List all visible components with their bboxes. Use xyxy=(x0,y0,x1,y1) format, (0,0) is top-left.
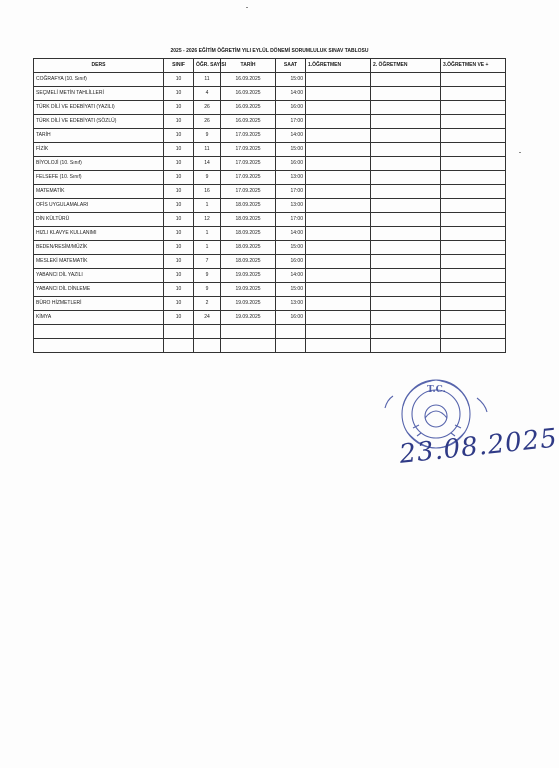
cell-ogretmen-2 xyxy=(371,255,441,269)
cell-tarih: 17.09.2025 xyxy=(221,157,276,171)
cell-saat: 16:00 xyxy=(276,255,306,269)
cell-ogr-sayisi: 1 xyxy=(194,199,221,213)
empty-cell xyxy=(164,325,194,339)
cell-ogr-sayisi: 9 xyxy=(194,129,221,143)
cell-saat: 16:00 xyxy=(276,311,306,325)
cell-sinif: 10 xyxy=(164,311,194,325)
cell-saat: 15:00 xyxy=(276,73,306,87)
table-row xyxy=(34,297,506,311)
header-tarih: TARİH xyxy=(221,59,276,73)
empty-cell xyxy=(34,325,164,339)
cell-ders: MESLEKİ MATEMATİK xyxy=(34,255,164,269)
cell-ogretmen-3 xyxy=(441,157,506,171)
cell-saat: 16:00 xyxy=(276,157,306,171)
cell-tarih: 16.09.2025 xyxy=(221,101,276,115)
empty-cell xyxy=(34,339,164,353)
cell-ogr-sayisi: 7 xyxy=(194,255,221,269)
cell-ders: FELSEFE (10. Sınıf) xyxy=(34,171,164,185)
cell-ogr-sayisi: 24 xyxy=(194,311,221,325)
cell-tarih: 18.09.2025 xyxy=(221,255,276,269)
table-row xyxy=(34,213,506,227)
cell-ogretmen-2 xyxy=(371,129,441,143)
table-row xyxy=(34,227,506,241)
table-row xyxy=(34,199,506,213)
cell-ogretmen-1 xyxy=(306,129,371,143)
cell-ders: TÜRK DİLİ VE EDEBİYATI (SÖZLÜ) xyxy=(34,115,164,129)
header-row xyxy=(34,59,506,73)
cell-ogretmen-1 xyxy=(306,227,371,241)
cell-saat: 17:00 xyxy=(276,213,306,227)
cell-ders: FİZİK xyxy=(34,143,164,157)
cell-ogretmen-3 xyxy=(441,255,506,269)
cell-saat: 15:00 xyxy=(276,241,306,255)
cell-ogretmen-1 xyxy=(306,87,371,101)
empty-cell xyxy=(221,339,276,353)
cell-ogretmen-2 xyxy=(371,73,441,87)
cell-ogr-sayisi: 12 xyxy=(194,213,221,227)
cell-ogretmen-1 xyxy=(306,311,371,325)
cell-sinif: 10 xyxy=(164,87,194,101)
cell-saat: 13:00 xyxy=(276,297,306,311)
table-row xyxy=(34,157,506,171)
empty-cell xyxy=(221,325,276,339)
cell-ogr-sayisi: 4 xyxy=(194,87,221,101)
cell-ders: MATEMATİK xyxy=(34,185,164,199)
empty-cell xyxy=(441,325,506,339)
cell-ogretmen-1 xyxy=(306,143,371,157)
cell-saat: 14:00 xyxy=(276,269,306,283)
cell-ogretmen-3 xyxy=(441,101,506,115)
table-row xyxy=(34,101,506,115)
cell-sinif: 10 xyxy=(164,255,194,269)
cell-tarih: 18.09.2025 xyxy=(221,213,276,227)
cell-ogretmen-3 xyxy=(441,269,506,283)
cell-ders: DİN KÜLTÜRÜ xyxy=(34,213,164,227)
cell-sinif: 10 xyxy=(164,297,194,311)
cell-saat: 17:00 xyxy=(276,115,306,129)
cell-saat: 17:00 xyxy=(276,185,306,199)
empty-cell xyxy=(371,325,441,339)
cell-ogretmen-3 xyxy=(441,115,506,129)
cell-ders: BÜRO HİZMETLERİ xyxy=(34,297,164,311)
cell-ogretmen-2 xyxy=(371,227,441,241)
empty-cell xyxy=(441,339,506,353)
cell-ogretmen-1 xyxy=(306,213,371,227)
cell-tarih: 16.09.2025 xyxy=(221,73,276,87)
table-row xyxy=(34,171,506,185)
table-row xyxy=(34,115,506,129)
table-row xyxy=(34,129,506,143)
cell-ogretmen-1 xyxy=(306,269,371,283)
cell-ogretmen-3 xyxy=(441,227,506,241)
cell-ders: HIZLI KLAVYE KULLANIMI xyxy=(34,227,164,241)
cell-ogretmen-3 xyxy=(441,129,506,143)
cell-ders: COĞRAFYA (10. Sınıf) xyxy=(34,73,164,87)
cell-ders: OFİS UYGULAMALARI xyxy=(34,199,164,213)
scan-mark xyxy=(246,7,248,8)
cell-saat: 13:00 xyxy=(276,171,306,185)
cell-ogretmen-3 xyxy=(441,241,506,255)
cell-ogretmen-3 xyxy=(441,213,506,227)
cell-ogretmen-2 xyxy=(371,241,441,255)
cell-ders: KİMYA xyxy=(34,311,164,325)
cell-sinif: 10 xyxy=(164,283,194,297)
cell-tarih: 19.09.2025 xyxy=(221,297,276,311)
cell-sinif: 10 xyxy=(164,115,194,129)
cell-ogretmen-1 xyxy=(306,101,371,115)
table-row xyxy=(34,87,506,101)
cell-tarih: 17.09.2025 xyxy=(221,143,276,157)
empty-cell xyxy=(164,339,194,353)
exam-schedule-table xyxy=(33,44,506,353)
cell-ogretmen-2 xyxy=(371,213,441,227)
cell-ogretmen-1 xyxy=(306,255,371,269)
cell-sinif: 10 xyxy=(164,185,194,199)
cell-ogretmen-1 xyxy=(306,115,371,129)
table-row xyxy=(34,311,506,325)
header-ogr-sayisi: ÖĞR. SAYISI xyxy=(194,59,221,73)
header-ogretmen-3: 3.ÖĞRETMEN VE + xyxy=(441,59,506,73)
cell-ogretmen-1 xyxy=(306,199,371,213)
cell-ders: YABANCI DİL YAZILI xyxy=(34,269,164,283)
cell-ders: TARİH xyxy=(34,129,164,143)
cell-ders: BEDEN/RESİM/MÜZİK xyxy=(34,241,164,255)
cell-tarih: 16.09.2025 xyxy=(221,87,276,101)
cell-ogr-sayisi: 14 xyxy=(194,157,221,171)
cell-tarih: 19.09.2025 xyxy=(221,283,276,297)
cell-ogretmen-2 xyxy=(371,101,441,115)
cell-ogretmen-3 xyxy=(441,283,506,297)
cell-saat: 15:00 xyxy=(276,143,306,157)
header-ogretmen-2: 2. ÖĞRETMEN xyxy=(371,59,441,73)
cell-ogretmen-1 xyxy=(306,241,371,255)
cell-tarih: 18.09.2025 xyxy=(221,241,276,255)
cell-ogretmen-2 xyxy=(371,171,441,185)
cell-ogr-sayisi: 16 xyxy=(194,185,221,199)
table-row xyxy=(34,283,506,297)
cell-ogretmen-3 xyxy=(441,87,506,101)
cell-saat: 13:00 xyxy=(276,199,306,213)
table-title: 2025 - 2026 EĞİTİM ÖĞRETİM YILI EYLÜL DÖNEMİ SORUMLULUK SINAV TABLOSU xyxy=(34,44,506,59)
cell-ogretmen-3 xyxy=(441,297,506,311)
cell-ogretmen-2 xyxy=(371,283,441,297)
cell-sinif: 10 xyxy=(164,241,194,255)
cell-saat: 14:00 xyxy=(276,227,306,241)
cell-tarih: 19.09.2025 xyxy=(221,269,276,283)
cell-tarih: 18.09.2025 xyxy=(221,199,276,213)
cell-ogretmen-2 xyxy=(371,157,441,171)
table-row xyxy=(34,143,506,157)
cell-ogr-sayisi: 9 xyxy=(194,283,221,297)
cell-tarih: 18.09.2025 xyxy=(221,227,276,241)
empty-cell xyxy=(306,339,371,353)
cell-sinif: 10 xyxy=(164,129,194,143)
cell-sinif: 10 xyxy=(164,171,194,185)
cell-sinif: 10 xyxy=(164,213,194,227)
cell-ogretmen-3 xyxy=(441,199,506,213)
cell-ogr-sayisi: 11 xyxy=(194,143,221,157)
cell-tarih: 17.09.2025 xyxy=(221,129,276,143)
cell-tarih: 19.09.2025 xyxy=(221,311,276,325)
cell-saat: 14:00 xyxy=(276,129,306,143)
cell-ogretmen-1 xyxy=(306,185,371,199)
cell-ders: TÜRK DİLİ VE EDEBİYATI (YAZILI) xyxy=(34,101,164,115)
cell-ogretmen-2 xyxy=(371,199,441,213)
cell-ogretmen-1 xyxy=(306,283,371,297)
cell-sinif: 10 xyxy=(164,227,194,241)
cell-ogretmen-2 xyxy=(371,143,441,157)
cell-sinif: 10 xyxy=(164,269,194,283)
cell-ogretmen-2 xyxy=(371,87,441,101)
cell-ogr-sayisi: 9 xyxy=(194,171,221,185)
cell-ogretmen-2 xyxy=(371,297,441,311)
header-saat: SAAT xyxy=(276,59,306,73)
cell-ogretmen-1 xyxy=(306,73,371,87)
empty-table-row xyxy=(34,339,506,353)
cell-ogretmen-1 xyxy=(306,171,371,185)
header-ders: DERS xyxy=(34,59,164,73)
cell-ogretmen-3 xyxy=(441,185,506,199)
table-row xyxy=(34,185,506,199)
cell-sinif: 10 xyxy=(164,73,194,87)
cell-ogr-sayisi: 26 xyxy=(194,101,221,115)
table-row xyxy=(34,269,506,283)
empty-cell xyxy=(194,325,221,339)
cell-sinif: 10 xyxy=(164,143,194,157)
cell-ogretmen-3 xyxy=(441,171,506,185)
cell-ogr-sayisi: 9 xyxy=(194,269,221,283)
cell-ogretmen-1 xyxy=(306,297,371,311)
cell-tarih: 17.09.2025 xyxy=(221,171,276,185)
cell-sinif: 10 xyxy=(164,157,194,171)
cell-saat: 14:00 xyxy=(276,87,306,101)
table-body xyxy=(34,73,506,353)
cell-tarih: 16.09.2025 xyxy=(221,115,276,129)
empty-cell xyxy=(276,339,306,353)
cell-sinif: 10 xyxy=(164,101,194,115)
empty-cell xyxy=(306,325,371,339)
cell-ogretmen-2 xyxy=(371,269,441,283)
cell-ders: YABANCI DİL DİNLEME xyxy=(34,283,164,297)
empty-cell xyxy=(371,339,441,353)
scan-mark xyxy=(519,152,521,153)
title-row xyxy=(34,44,506,59)
empty-cell xyxy=(276,325,306,339)
cell-ogr-sayisi: 11 xyxy=(194,73,221,87)
table-row xyxy=(34,241,506,255)
table-row xyxy=(34,255,506,269)
cell-ogretmen-2 xyxy=(371,311,441,325)
header-sinif: SINIF xyxy=(164,59,194,73)
cell-saat: 16:00 xyxy=(276,101,306,115)
cell-sinif: 10 xyxy=(164,199,194,213)
cell-ogretmen-2 xyxy=(371,185,441,199)
empty-table-row xyxy=(34,325,506,339)
cell-ders: BİYOLOJİ (10. Sınıf) xyxy=(34,157,164,171)
empty-cell xyxy=(194,339,221,353)
table-row xyxy=(34,73,506,87)
cell-ogretmen-3 xyxy=(441,311,506,325)
handwritten-date: 23.08.2025 xyxy=(398,423,559,470)
header-ogretmen-1: 1.ÖĞRETMEN xyxy=(306,59,371,73)
stamp-text: T.C. xyxy=(427,385,446,395)
cell-ders: SEÇMELİ METİN TAHLİLLERİ xyxy=(34,87,164,101)
cell-ogretmen-1 xyxy=(306,157,371,171)
cell-ogretmen-3 xyxy=(441,73,506,87)
cell-ogretmen-2 xyxy=(371,115,441,129)
cell-ogretmen-3 xyxy=(441,143,506,157)
cell-saat: 15:00 xyxy=(276,283,306,297)
cell-ogr-sayisi: 26 xyxy=(194,115,221,129)
cell-tarih: 17.09.2025 xyxy=(221,185,276,199)
cell-ogr-sayisi: 1 xyxy=(194,241,221,255)
cell-ogr-sayisi: 2 xyxy=(194,297,221,311)
cell-ogr-sayisi: 1 xyxy=(194,227,221,241)
